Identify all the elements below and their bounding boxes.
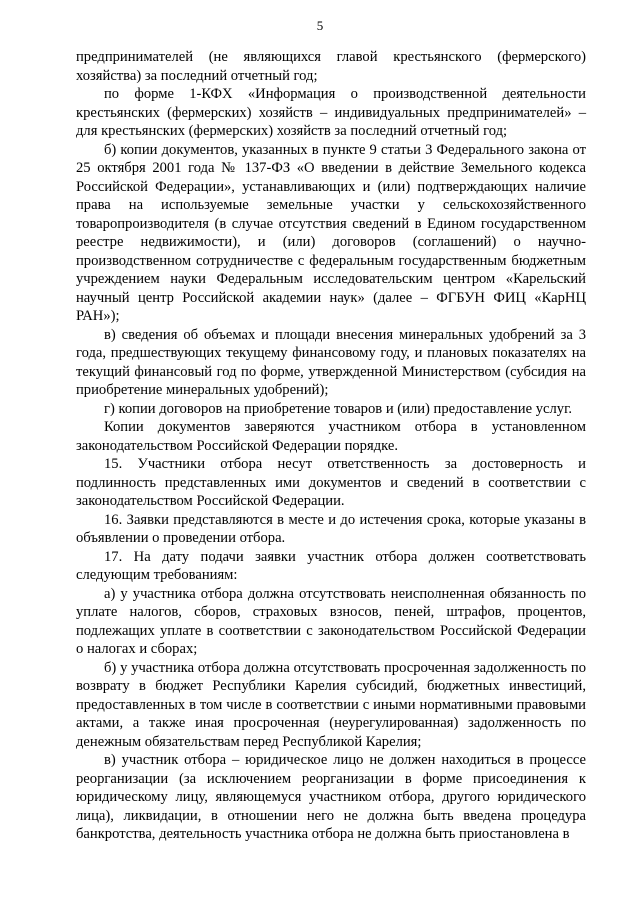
paragraph: предпринимателей (не являющихся главой крестьянского (фермерского) хозяйства) за последний отчетный год; xyxy=(76,49,586,84)
paragraph: б) у участника отбора должна отсутствовать просроченная задолженность по возврату в бюджет Республики Карелия субсидий, бюджетных инвестиций, предоставленных в том числе в соответствии с иными нормативными правовыми актами, а также иная просроченная (неурегулированная) задолженность по денежным обязательствам перед Республикой Карелия; xyxy=(76,659,586,750)
paragraph: 15. Участники отбора несут ответственность за достоверность и подлинность представленных ими документов и сведений в соответствии с законодательством Российской Федерации. xyxy=(76,456,586,509)
paragraph: Копии документов заверяются участником отбора в установленном законодательством Российской Федерации порядке. xyxy=(76,419,586,454)
paragraph: по форме 1-КФХ «Информация о производственной деятельности крестьянских (фермерских) хозяйств – индивидуальных предпринимателей» – для крестьянских (фермерских) хозяйств за последний отчетный год; xyxy=(76,86,586,139)
paragraph: 17. На дату подачи заявки участник отбора должен соответствовать следующим требованиям: xyxy=(76,548,586,583)
paragraph: в) участник отбора – юридическое лицо не должен находиться в процессе реорганизации (за исключением реорганизации в форме присоединения к юридическому лицу, являющемуся участником отбора, другого юридического лица), ликвидации, в отношении него не должна быть введена процедура банкротства, деятельность участника отбора не должна быть приостановлена в xyxy=(76,752,586,842)
paragraph: б) копии документов, указанных в пункте 9 статьи 3 Федерального закона от 25 октября 2001 года № 137-ФЗ «О введении в действие Земельного кодекса Российской Федерации», устанавливающих и (или) подтверждающих наличие права на используемые земельные участки у сельскохозяйственного товаропроизводителя (в случае отсутствия сведений в Едином государственном реестре недвижимости), и (или) договоров (соглашений) о научно-производственном сотрудничестве с федеральным государственным бюджетным учреждением науки Федеральным исследовательским центром «Карельский научный центр Российской академии наук» (далее – ФГБУН ФИЦ «КарНЦ РАН»); xyxy=(76,141,586,324)
paragraph: г) копии договоров на приобретение товаров и (или) предоставление услуг. xyxy=(104,400,573,417)
document-body xyxy=(76,48,586,844)
paragraph: а) у участника отбора должна отсутствовать неисполненная обязанность по уплате налогов, сборов, страховых взносов, пеней, штрафов, процентов, подлежащих уплате в соответствии с законодательством Российской Федерации о налогах и сборах; xyxy=(76,585,586,657)
paragraph: в) сведения об объемах и площади внесения минеральных удобрений за 3 года, предшествующих текущему финансовому году, и плановых показателях на текущий финансовый год по форме, утвержденной Министерством (субсидия на приобретение минеральных удобрений); xyxy=(76,326,586,398)
paragraph: 16. Заявки представляются в месте и до истечения срока, которые указаны в объявлении о проведении отбора. xyxy=(76,511,586,546)
page-number: 5 xyxy=(316,18,324,33)
